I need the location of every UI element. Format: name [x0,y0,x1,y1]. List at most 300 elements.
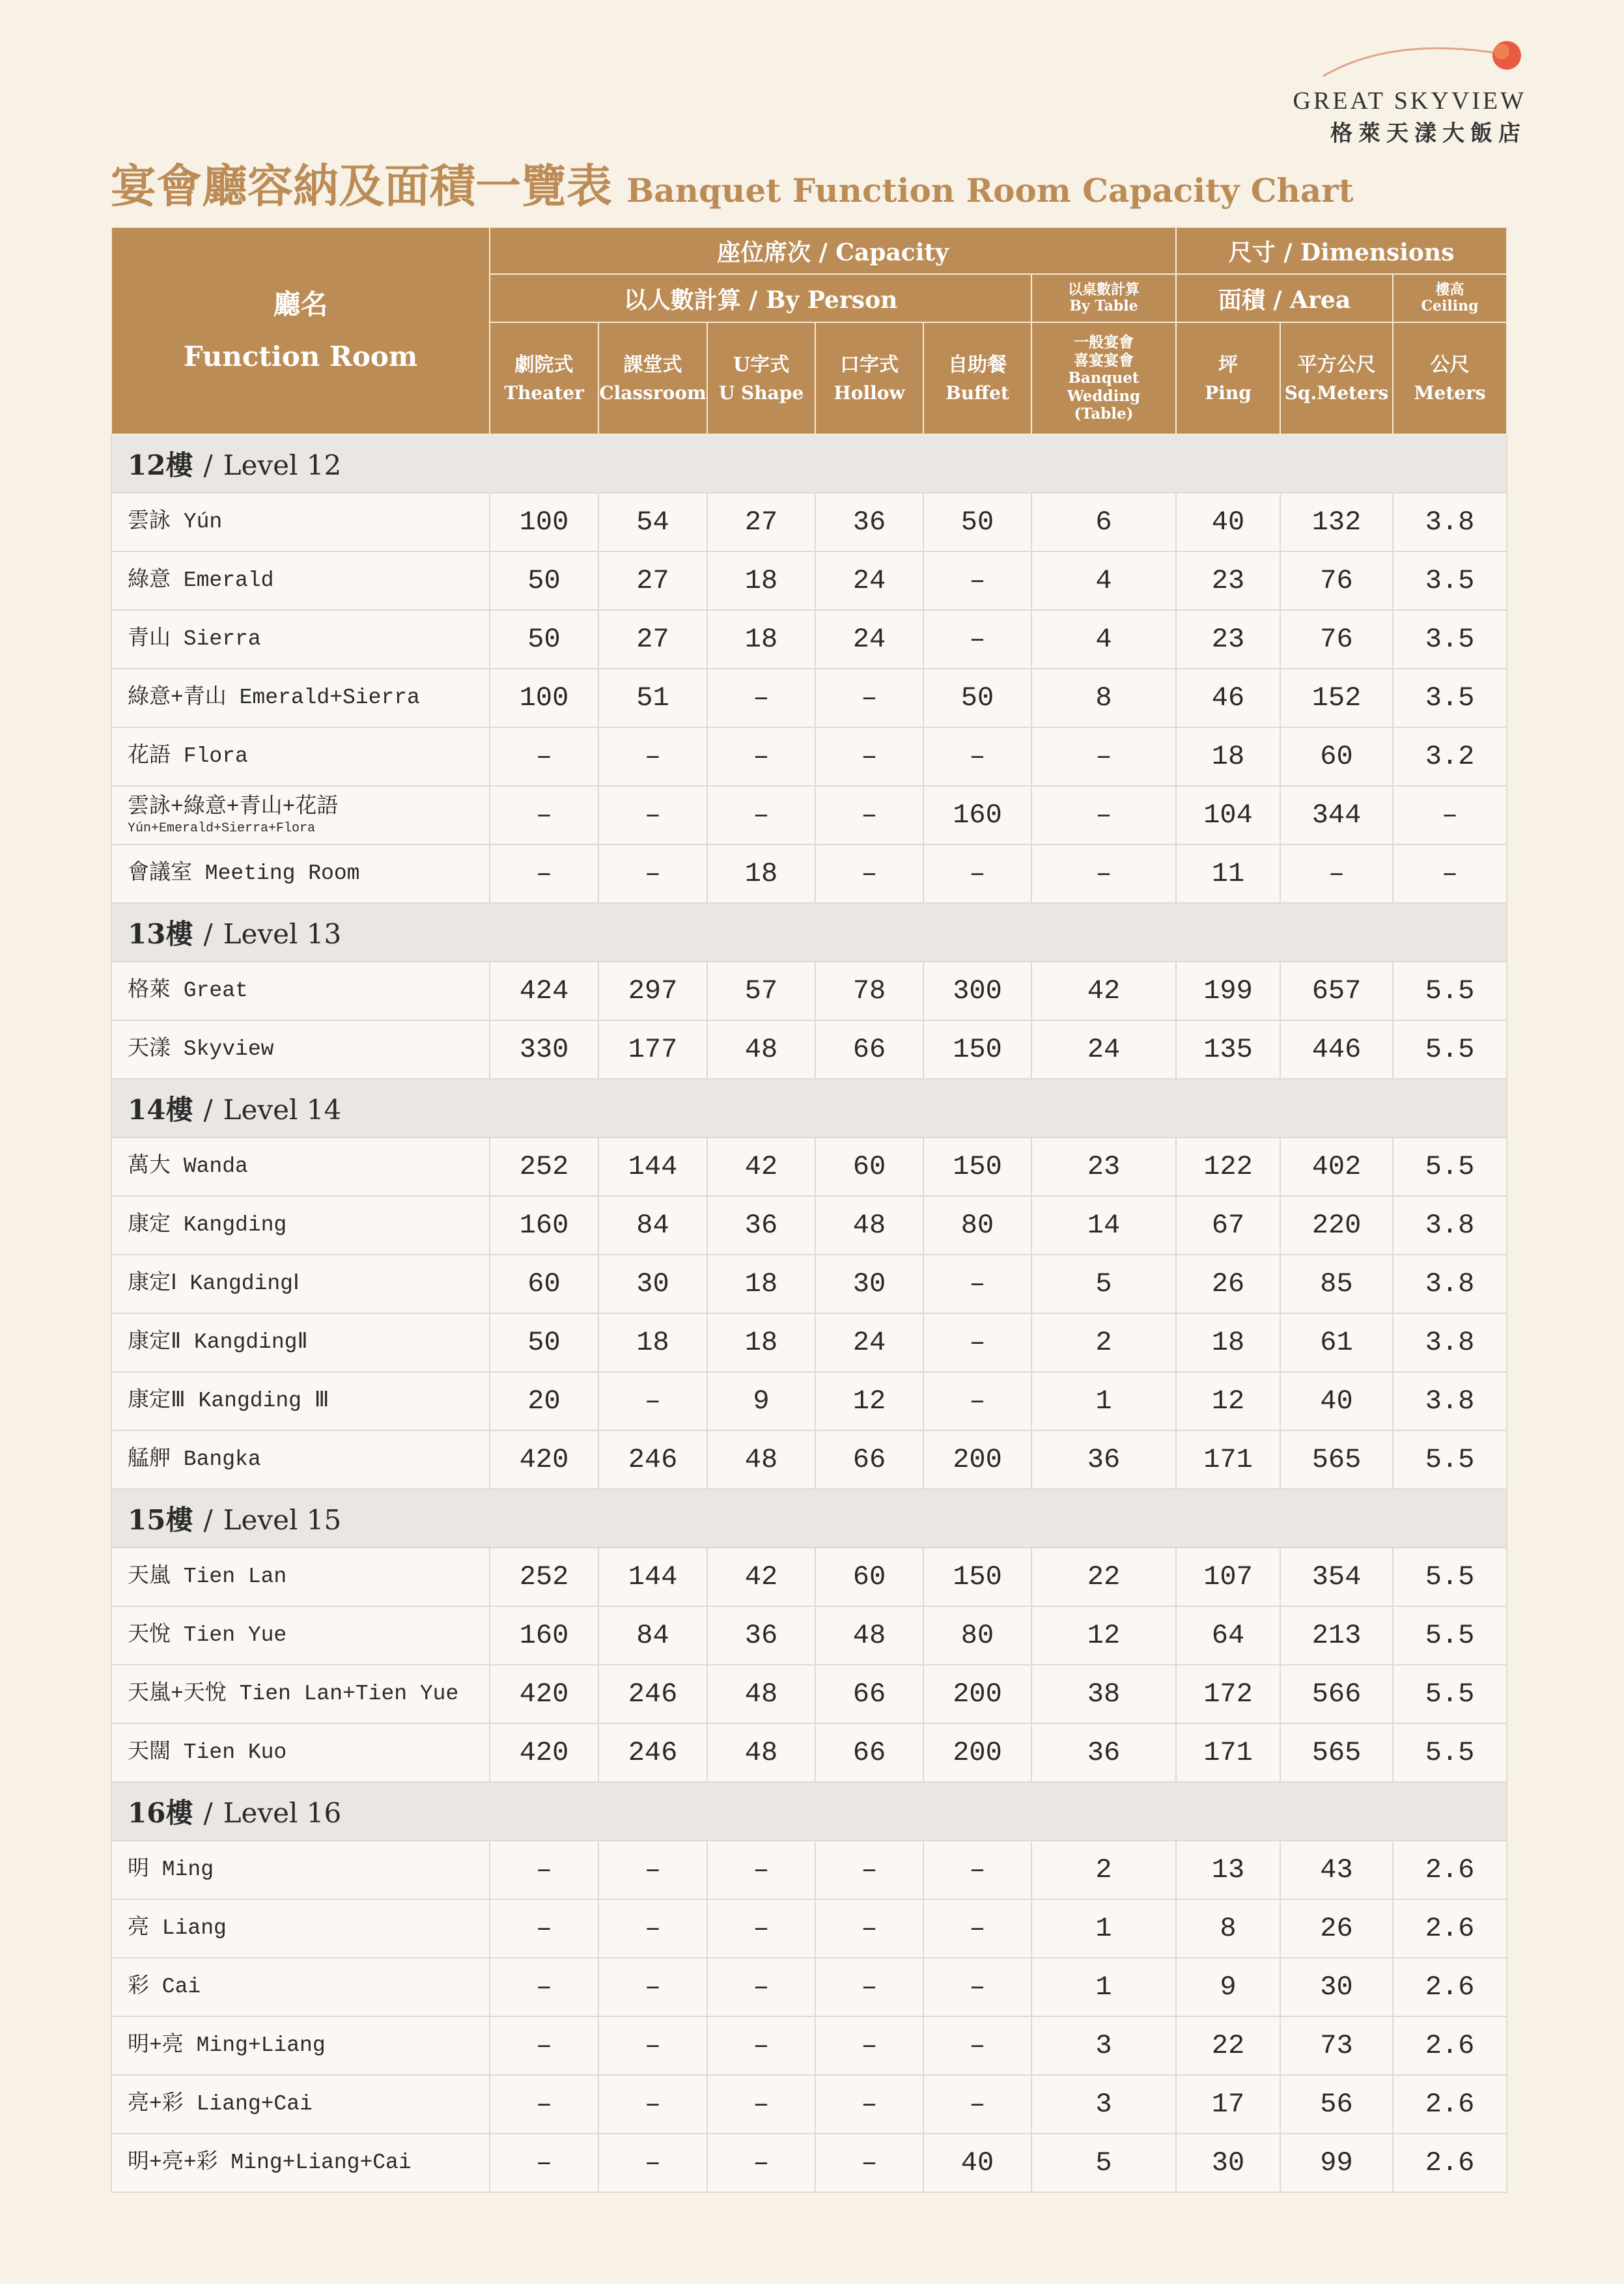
cell-value: 12 [1031,1606,1176,1665]
room-name-text: 青山 Sierra [128,626,261,651]
cell-value: 24 [815,1313,923,1372]
cell-value: 20 [490,1372,598,1430]
table-row [111,2075,1507,2134]
col-meters-en: Meters [1414,382,1486,404]
cell-value: 18 [1176,727,1280,786]
cell-value: 66 [815,1430,923,1489]
cell-value: 42 [707,1548,815,1606]
cell-value: 18 [707,1313,815,1372]
cell-value: – [923,1255,1031,1313]
cell-value: 50 [490,1313,598,1372]
level-en: Level 13 [223,918,342,950]
cell-value: – [707,786,815,844]
cell-value: 50 [490,551,598,610]
cell-value: 46 [1176,669,1280,727]
table-row [111,2134,1507,2192]
room-name [111,610,490,669]
cell-value: 2.6 [1393,2016,1507,2075]
col-classroom-zh: 課堂式 [623,353,682,376]
table-row [111,1841,1507,1899]
cell-value: 42 [707,1137,815,1196]
cell-value: 24 [815,610,923,669]
by-person-header: 以人數計算 / By Person [490,274,1031,322]
cell-value: 18 [707,1255,815,1313]
cell-value: 5.5 [1393,1548,1507,1606]
cell-value: 2 [1031,1313,1176,1372]
brand-name-en: GREAT SKYVIEW [1293,87,1526,115]
cell-value: 80 [923,1196,1031,1255]
cell-value: – [923,1313,1031,1372]
level-separator: / [203,1504,213,1536]
cell-value: – [598,844,707,903]
col-ushape-en: U Shape [718,382,804,404]
cell-value: – [598,1841,707,1899]
cell-value: – [707,1958,815,2016]
level-row [111,434,1507,493]
area-header: 面積 / Area [1176,274,1393,322]
cell-value: 1 [1031,1899,1176,1958]
level-heading [111,1489,1507,1548]
room-name-text: 天嵐+天悅 Tien Lan+Tien Yue [128,1681,459,1706]
cell-value: 23 [1031,1137,1176,1196]
cell-value: 246 [598,1723,707,1782]
room-name [111,1313,490,1372]
cell-value: 64 [1176,1606,1280,1665]
cell-value: – [490,727,598,786]
cell-value: 420 [490,1723,598,1782]
cell-value: 38 [1031,1665,1176,1723]
level-separator: / [203,1797,213,1829]
col-classroom-en: Classroom [599,382,707,404]
room-name [111,2016,490,2075]
cell-value: 22 [1031,1548,1176,1606]
cell-value: 50 [923,669,1031,727]
cell-value: 80 [923,1606,1031,1665]
level-heading [111,434,1507,493]
cell-value: – [815,1958,923,2016]
cell-value: 2.6 [1393,2075,1507,2134]
cell-value: 2 [1031,1841,1176,1899]
cell-value: – [598,2075,707,2134]
table-row [111,1958,1507,2016]
cell-value: 43 [1280,1841,1393,1899]
cell-value: 171 [1176,1723,1280,1782]
room-name [111,1606,490,1665]
cell-value: – [923,1899,1031,1958]
room-name [111,1020,490,1079]
cell-value: 18 [707,610,815,669]
table-row [111,1137,1507,1196]
cell-value: 5 [1031,1255,1176,1313]
level-zh: 15樓 [128,1504,193,1536]
room-name [111,1665,490,1723]
cell-value: 40 [1280,1372,1393,1430]
cell-value: 5.5 [1393,1606,1507,1665]
level-zh: 14樓 [128,1094,193,1126]
by-table-en: By Table [1069,298,1138,314]
cell-value: – [490,844,598,903]
cell-value: 48 [815,1606,923,1665]
cell-value: 5.5 [1393,1430,1507,1489]
cell-value: 76 [1280,551,1393,610]
cell-value: 30 [1280,1958,1393,2016]
cell-value: 144 [598,1548,707,1606]
cell-value: 5 [1031,2134,1176,2192]
cell-value: 657 [1280,962,1393,1020]
cell-value: 104 [1176,786,1280,844]
level-row [111,1782,1507,1841]
cell-value: – [598,2134,707,2192]
cell-value: 48 [707,1723,815,1782]
table-row [111,1723,1507,1782]
table-row [111,1430,1507,1489]
cell-value: 14 [1031,1196,1176,1255]
by-table-header [1031,274,1176,322]
cell-value: 18 [598,1313,707,1372]
room-name-text: 康定Ⅲ Kangding Ⅲ [128,1388,329,1413]
cell-value: 160 [923,786,1031,844]
room-name-text: 天悅 Tien Yue [128,1622,287,1647]
cell-value: – [815,2016,923,2075]
cell-value: – [707,2075,815,2134]
level-row [111,1079,1507,1137]
cell-value: – [923,2016,1031,2075]
cell-value: – [1280,844,1393,903]
cell-value: 99 [1280,2134,1393,2192]
cell-value: 36 [815,493,923,551]
cell-value: 56 [1280,2075,1393,2134]
table-row [111,551,1507,610]
room-name [111,727,490,786]
cell-value: 1 [1031,1958,1176,2016]
cell-value: 132 [1280,493,1393,551]
cell-value: 144 [598,1137,707,1196]
cell-value: 26 [1176,1255,1280,1313]
cell-value: – [490,786,598,844]
cell-value: 2.6 [1393,1958,1507,2016]
table-row [111,844,1507,903]
table-row [111,1606,1507,1665]
logo-arc-icon [1311,36,1526,88]
room-name-text: 花語 Flora [128,744,248,768]
cell-value: 424 [490,962,598,1020]
cell-value: 565 [1280,1723,1393,1782]
cell-value: 354 [1280,1548,1393,1606]
cell-value: 60 [815,1137,923,1196]
room-name-text: 雲詠 Yún [128,509,223,534]
cell-value: 402 [1280,1137,1393,1196]
cell-value: – [923,844,1031,903]
cell-value: – [1031,844,1176,903]
col-ushape [707,322,815,434]
cell-value: 36 [1031,1723,1176,1782]
cell-value: 150 [923,1020,1031,1079]
cell-value: 60 [1280,727,1393,786]
function-room-header-en: Function Room [183,341,418,372]
table-row [111,1020,1507,1079]
cell-value: – [923,1372,1031,1430]
room-name [111,1841,490,1899]
room-name-text: 綠意 Emerald [128,568,274,592]
cell-value: 30 [815,1255,923,1313]
cell-value: – [598,1372,707,1430]
cell-value: 24 [1031,1020,1176,1079]
cell-value: – [815,2075,923,2134]
room-name [111,1548,490,1606]
cell-value: 18 [707,551,815,610]
cell-value: 76 [1280,610,1393,669]
room-name [111,551,490,610]
room-name-text: 康定 Kangding [128,1212,287,1237]
col-buffet [923,322,1031,434]
table-row [111,1313,1507,1372]
level-row [111,903,1507,962]
col-meters-zh: 公尺 [1430,353,1470,376]
cell-value: 135 [1176,1020,1280,1079]
cell-value: 177 [598,1020,707,1079]
room-name [111,1958,490,2016]
brand-logo [1293,36,1526,153]
table-row [111,2016,1507,2075]
cell-value: 3.8 [1393,1255,1507,1313]
cell-value: – [923,727,1031,786]
dimensions-header: 尺寸 / Dimensions [1176,227,1507,274]
ceiling-en: Ceiling [1421,298,1479,314]
page-title-en: Banquet Function Room Capacity Chart [626,171,1354,210]
table-row [111,610,1507,669]
cell-value: 420 [490,1665,598,1723]
cell-value: – [1393,786,1507,844]
room-name-sub: Yún+Emerald+Sierra+Flora [128,821,316,837]
cell-value: 50 [490,610,598,669]
cell-value: 171 [1176,1430,1280,1489]
cell-value: 566 [1280,1665,1393,1723]
cell-value: 160 [490,1196,598,1255]
cell-value: 27 [707,493,815,551]
col-buffet-en: Buffet [945,382,1009,404]
cell-value: – [707,727,815,786]
cell-value: – [815,844,923,903]
cell-value: 107 [1176,1548,1280,1606]
room-name [111,493,490,551]
room-name [111,2134,490,2192]
room-name-text: 格萊 Great [128,978,248,1003]
cell-value: 252 [490,1137,598,1196]
level-heading [111,903,1507,962]
col-classroom [598,322,707,434]
cell-value: 300 [923,962,1031,1020]
cell-value: 73 [1280,2016,1393,2075]
level-zh: 12樓 [128,449,193,481]
table-row [111,1255,1507,1313]
cell-value: – [707,2016,815,2075]
table-row [111,1196,1507,1255]
cell-value: 40 [923,2134,1031,2192]
cell-value: 9 [707,1372,815,1430]
level-separator: / [203,918,213,950]
cell-value: – [490,2016,598,2075]
cell-value: 4 [1031,551,1176,610]
cell-value: – [707,669,815,727]
ceiling-header [1393,274,1507,322]
table-row [111,1899,1507,1958]
level-en: Level 14 [223,1094,342,1126]
cell-value: 23 [1176,610,1280,669]
cell-value: 51 [598,669,707,727]
cell-value: 9 [1176,1958,1280,2016]
cell-value: 50 [923,493,1031,551]
col-buffet-zh: 自助餐 [948,353,1007,376]
cell-value: 30 [598,1255,707,1313]
table-row [111,962,1507,1020]
cell-value: 48 [707,1665,815,1723]
cell-value: 66 [815,1665,923,1723]
level-zh: 16樓 [128,1797,193,1829]
cell-value: 40 [1176,493,1280,551]
cell-value: – [707,1899,815,1958]
room-name [111,1196,490,1255]
cell-value: 3.8 [1393,493,1507,551]
room-name [111,1372,490,1430]
room-name-text: 艋舺 Bangka [128,1447,261,1471]
room-name [111,1430,490,1489]
cell-value: 246 [598,1665,707,1723]
cell-value: 330 [490,1020,598,1079]
cell-value: 12 [815,1372,923,1430]
room-name-text: 萬大 Wanda [128,1154,248,1178]
col-ushape-zh: U字式 [733,353,790,376]
cell-value: 150 [923,1548,1031,1606]
room-name-text: 康定Ⅱ KangdingⅡ [128,1330,308,1354]
room-name-text: 綠意+青山 Emerald+Sierra [128,685,420,710]
table-row [111,1372,1507,1430]
cell-value: 48 [707,1430,815,1489]
cell-value: 61 [1280,1313,1393,1372]
cell-value: 84 [598,1606,707,1665]
cell-value: 213 [1280,1606,1393,1665]
cell-value: 172 [1176,1665,1280,1723]
col-hollow-en: Hollow [833,382,905,404]
cell-value: 54 [598,493,707,551]
cell-value: 22 [1176,2016,1280,2075]
cell-value: 8 [1176,1899,1280,1958]
col-sqmeters [1280,322,1393,434]
page-title-zh: 宴會廳容納及面積一覽表 [111,159,612,213]
page-title [111,150,1354,216]
table-row [111,786,1507,844]
function-room-header [111,227,490,434]
cell-value: 246 [598,1430,707,1489]
col-hollow [815,322,923,434]
cell-value: 200 [923,1723,1031,1782]
cell-value: – [923,1958,1031,2016]
cell-value: 8 [1031,669,1176,727]
col-banquet-en2: Wedding [1067,387,1141,405]
room-name-text: 康定Ⅰ KangdingⅠ [128,1271,300,1296]
room-name-text: 天闊 Tien Kuo [128,1740,287,1764]
cell-value: – [815,786,923,844]
cell-value: 2.6 [1393,2134,1507,2192]
cell-value: 36 [707,1196,815,1255]
cell-value: 297 [598,962,707,1020]
cell-value: 200 [923,1665,1031,1723]
cell-value: 160 [490,1606,598,1665]
cell-value: – [815,1899,923,1958]
room-name-text: 亮+彩 Liang+Cai [128,2091,313,2116]
by-table-zh: 以桌數計算 [1067,281,1140,298]
cell-value: 252 [490,1548,598,1606]
cell-value: – [707,1841,815,1899]
room-name-text: 明+亮+彩 Ming+Liang+Cai [128,2150,412,2175]
cell-value: 220 [1280,1196,1393,1255]
cell-value: 152 [1280,669,1393,727]
cell-value: 17 [1176,2075,1280,2134]
col-theater-en: Theater [504,382,584,404]
level-heading [111,1079,1507,1137]
cell-value: 11 [1176,844,1280,903]
cell-value: 3.8 [1393,1313,1507,1372]
cell-value: – [923,1841,1031,1899]
col-ping [1176,322,1280,434]
capacity-table [111,227,1507,2193]
cell-value: – [490,2075,598,2134]
cell-value: – [1031,727,1176,786]
col-meters [1393,322,1507,434]
cell-value: 13 [1176,1841,1280,1899]
cell-value: – [598,786,707,844]
room-name [111,786,490,844]
cell-value: 27 [598,551,707,610]
cell-value: 3 [1031,2075,1176,2134]
cell-value: 3 [1031,2016,1176,2075]
col-banquet-en1: Banquet [1068,369,1140,387]
level-row [111,1489,1507,1548]
brand-name-zh: 格萊天漾大飯店 [1330,120,1526,146]
cell-value: 420 [490,1430,598,1489]
cell-value: 5.5 [1393,1665,1507,1723]
cell-value: 84 [598,1196,707,1255]
table-row [111,669,1507,727]
cell-value: 85 [1280,1255,1393,1313]
capacity-table-body [111,434,1507,2192]
room-name [111,1899,490,1958]
cell-value: 5.5 [1393,1137,1507,1196]
room-name-text: 彩 Cai [128,1974,201,1999]
cell-value: – [598,727,707,786]
room-name-text: 明+亮 Ming+Liang [128,2033,326,2057]
cell-value: 66 [815,1020,923,1079]
cell-value: 122 [1176,1137,1280,1196]
col-sqmeters-en: Sq.Meters [1284,382,1389,404]
room-name [111,1723,490,1782]
cell-value: – [923,2075,1031,2134]
cell-value: – [707,2134,815,2192]
cell-value: – [1393,844,1507,903]
capacity-header: 座位席次 / Capacity [490,227,1176,274]
room-name-text: 亮 Liang [128,1915,227,1940]
room-name-text: 天嵐 Tien Lan [128,1564,287,1589]
cell-value: 18 [1176,1313,1280,1372]
cell-value: – [815,669,923,727]
cell-value: 1 [1031,1372,1176,1430]
level-en: Level 12 [223,449,342,481]
cell-value: 27 [598,610,707,669]
cell-value: 48 [707,1020,815,1079]
cell-value: 6 [1031,493,1176,551]
cell-value: 36 [707,1606,815,1665]
cell-value: 3.5 [1393,610,1507,669]
cell-value: 100 [490,669,598,727]
